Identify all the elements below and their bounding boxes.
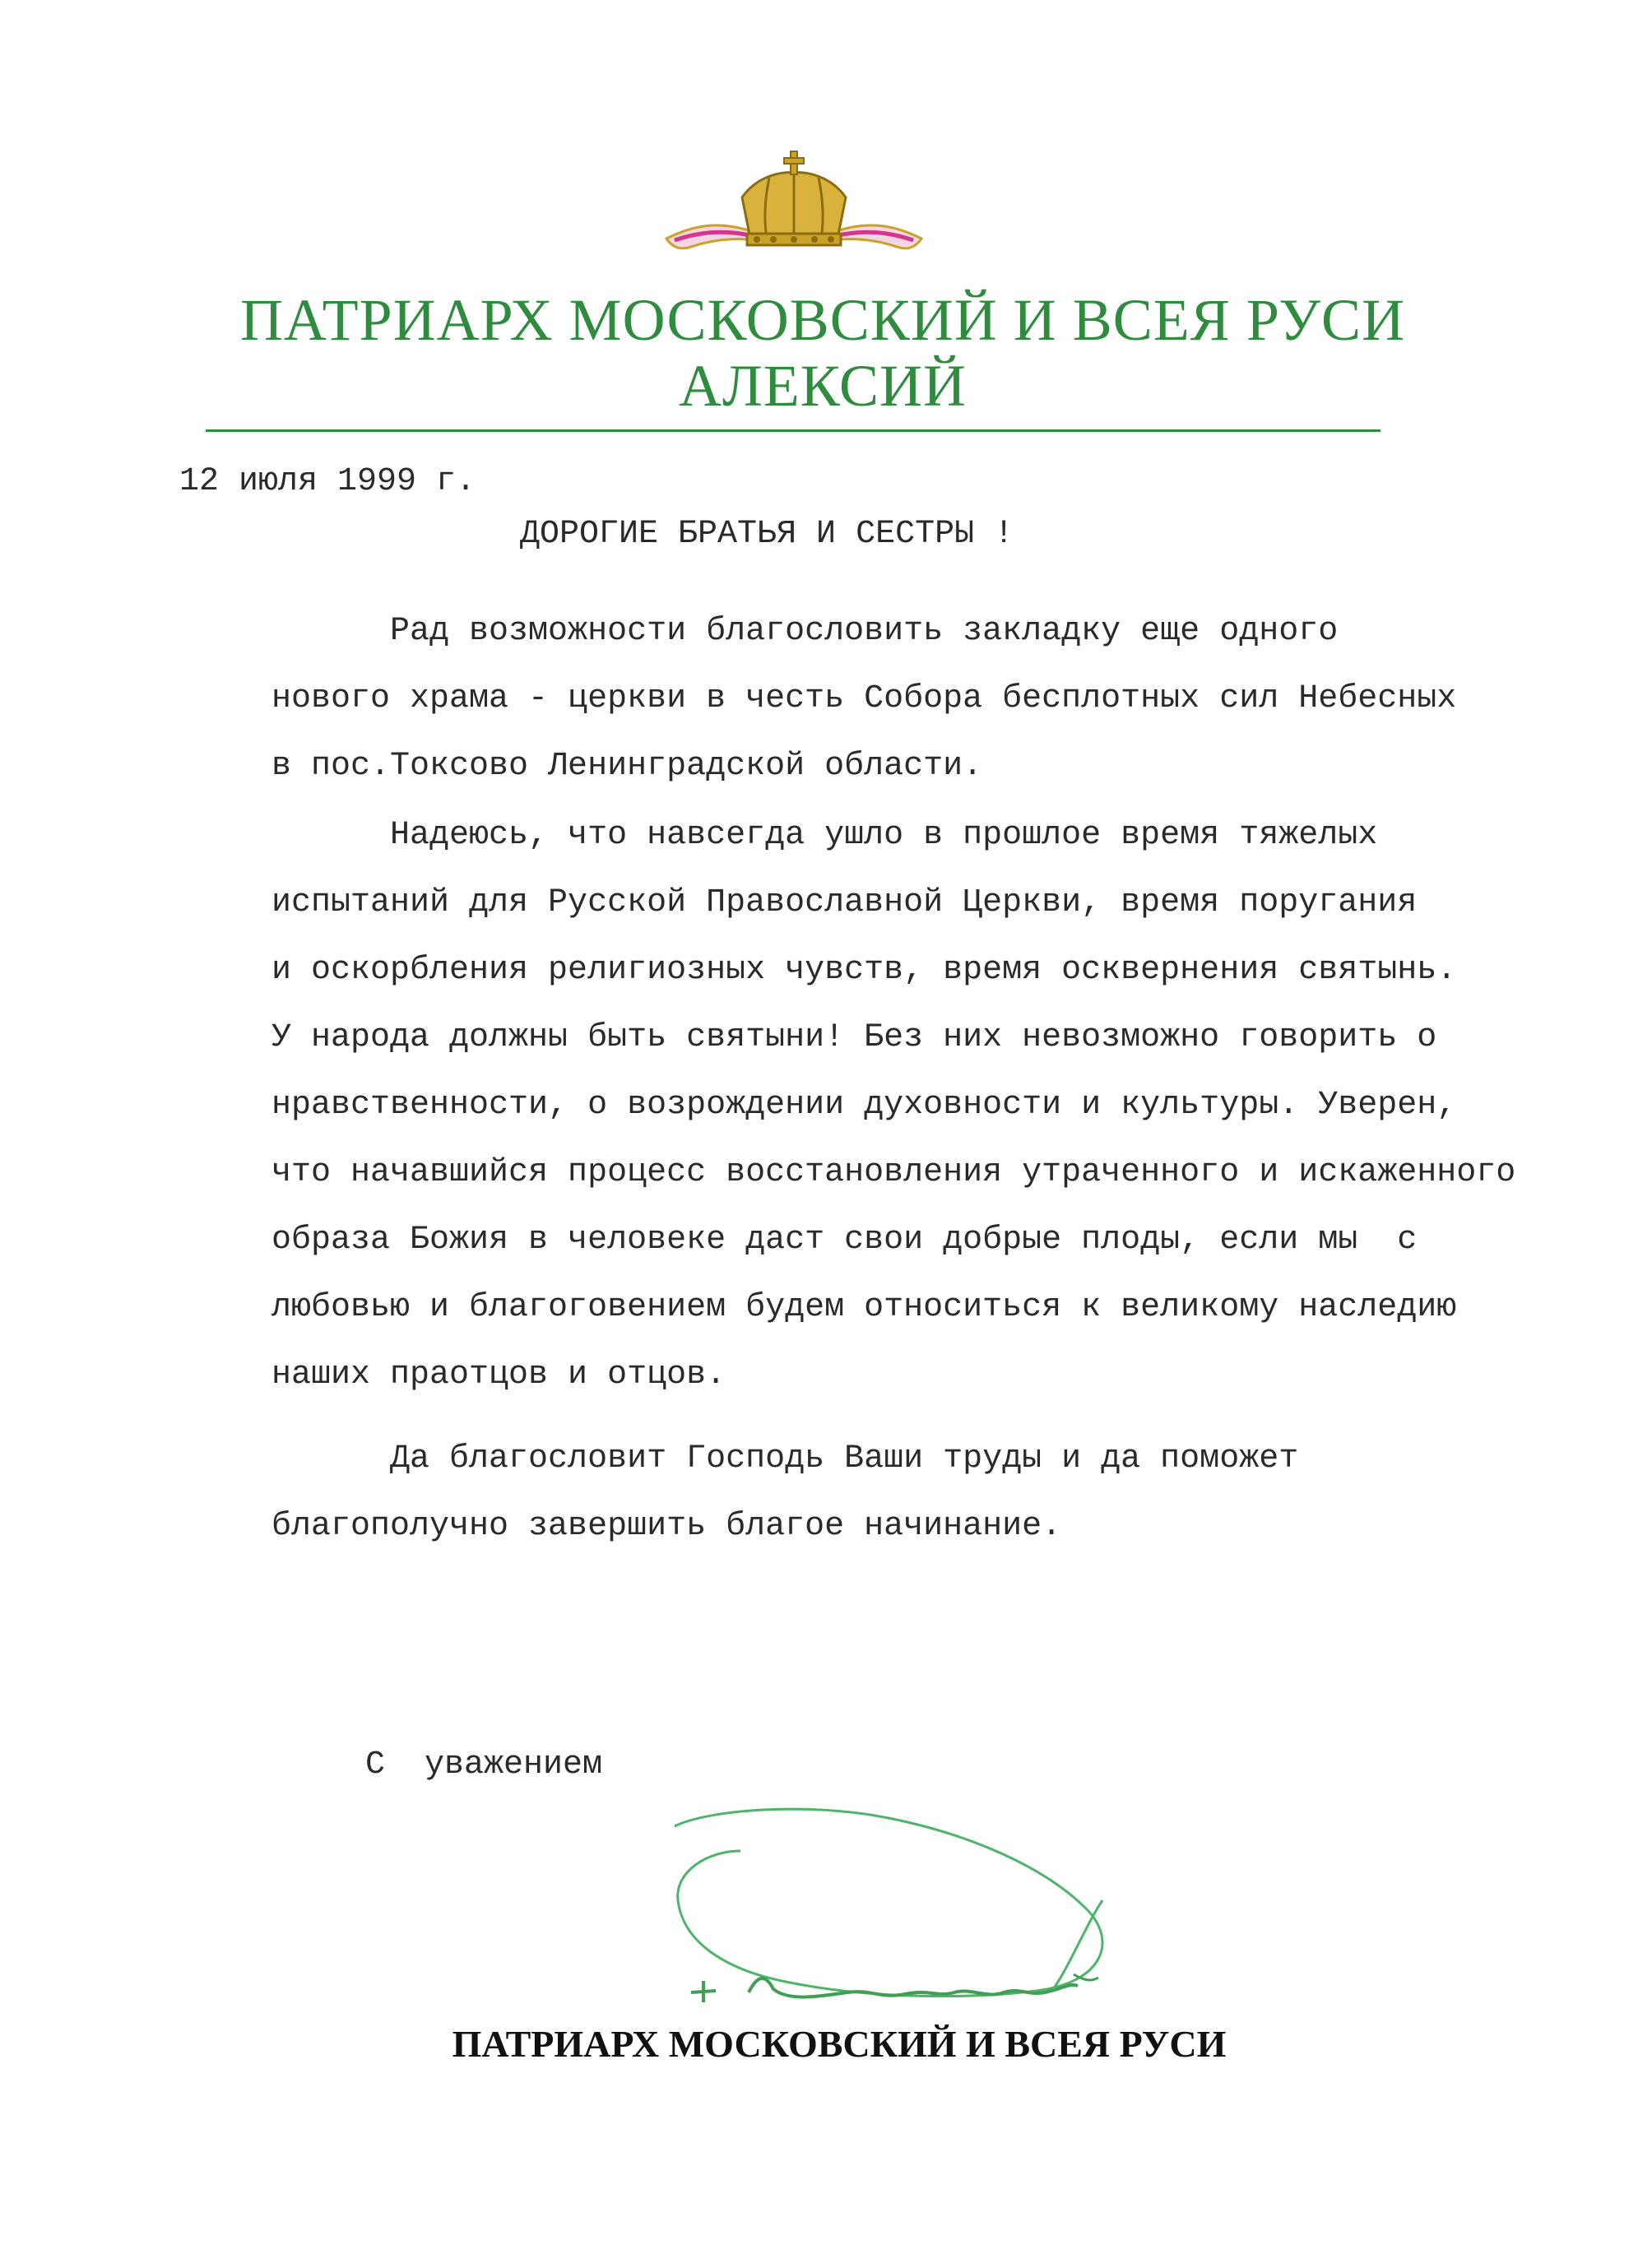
body-line: Надеюсь, что навсегда ушло в прошлое время тяжелых [271, 817, 1378, 854]
letter-closing: С уважением [365, 1746, 603, 1783]
signature-title: ПАТРИАРХ МОСКОВСКИЙ И ВСЕЯ РУСИ [452, 2023, 1227, 2065]
letterhead-name: АЛЕКСИЙ [678, 353, 968, 419]
body-line: наших праотцов и отцов. [271, 1357, 726, 1394]
letter-date: 12 июля 1999 г. [179, 463, 476, 500]
body-line: Рад возможности благословить закладку еще одного [271, 613, 1339, 650]
body-line: благополучно завершить благое начинание. [271, 1508, 1062, 1545]
body-line: любовью и благоговением будем относиться к великому наследию [271, 1289, 1457, 1326]
crown-icon [658, 148, 930, 263]
body-line: нравственности, о возрождении духовности и культуры. Уверен, [271, 1087, 1457, 1124]
body-line: Да благословит Господь Ваши труды и да поможет [271, 1440, 1299, 1477]
letter-salutation: ДОРОГИЕ БРАТЬЯ И СЕСТРЫ ! [520, 516, 1014, 553]
letterhead-title: ПАТРИАРХ МОСКОВСКИЙ И ВСЕЯ РУСИ [239, 287, 1406, 353]
body-line: образа Божия в человеке даст свои добрые плоды, если мы с [271, 1222, 1418, 1259]
body-line: в пос.Токсово Ленинградской области. [271, 748, 983, 785]
body-line: У народа должны быть святыни! Без них невозможно говорить о [271, 1019, 1437, 1056]
signature-image [658, 1802, 1185, 2015]
body-line: испытаний для Русской Православной Церкви, время поругания [271, 884, 1418, 921]
body-line: нового храма - церкви в честь Собора бесплотных сил Небесных [271, 680, 1457, 717]
body-line: и оскорбления религиозных чувств, время осквернения святынь. [271, 952, 1457, 989]
letterhead-divider [206, 429, 1381, 432]
body-line: что начавшийся процесс восстановления утраченного и искаженного [271, 1154, 1516, 1191]
